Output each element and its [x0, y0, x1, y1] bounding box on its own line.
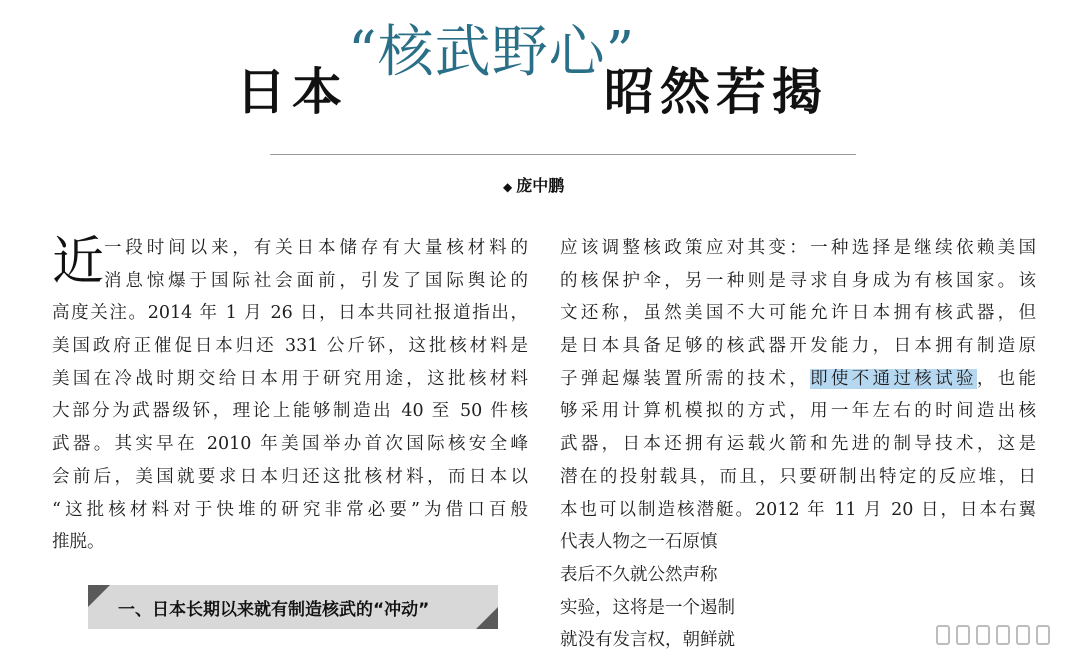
- text-line-highlighted: [560, 363, 1036, 396]
- watermark-bar-icon: [996, 625, 1010, 645]
- text-line: 本也可以制造核潜艇。2012 年 11 月 20 日，日本右翼: [560, 499, 1036, 520]
- text-line: 美国政府正催促日本归还 331 公斤钚，这批核材料是: [52, 336, 528, 357]
- watermark-bar-icon: [936, 625, 950, 645]
- section-heading: 一、日本长期以来就有制造核武的“冲动”: [118, 600, 430, 620]
- text-line: 消息惊爆于国际社会面前，引发了国际舆论的: [104, 270, 528, 291]
- section-corner-right: [476, 607, 498, 629]
- title-part-1: 日本: [236, 63, 348, 121]
- text-line: 应该调整核政策应对其变：一种选择是继续依赖美国: [560, 238, 1036, 258]
- text-line: 高度关注。2014 年 1 月 26 日，日本共同社报道指出，: [52, 303, 528, 324]
- watermark-bar-icon: [976, 625, 990, 645]
- text-line: “这批核材料对于快堆的研究非常必要”为借口百般: [52, 499, 528, 520]
- watermark-bar-icon: [956, 625, 970, 645]
- title-part-2: “核武野心”: [348, 20, 636, 85]
- section-heading-box: [88, 585, 498, 629]
- text-line-truncated: 实验，这将是一个遏制: [560, 597, 735, 618]
- section-corner-left: [88, 585, 110, 607]
- text-segment: 子弹起爆装置所需的技术，: [560, 368, 811, 389]
- selected-text[interactable]: 即使不通过核试验: [810, 368, 977, 389]
- left-column: [52, 232, 528, 559]
- text-line-truncated: 表后不久就公然声称: [560, 564, 718, 585]
- dropcap: 近: [52, 232, 105, 292]
- author-name: 庞中鹏: [516, 176, 565, 195]
- text-line: 会前后，美国就要求日本归还这批核材料，而日本以: [52, 466, 528, 487]
- text-line: 一段时间以来，有关日本储存有大量核材料的: [104, 238, 528, 258]
- text-line-truncated: 就没有发言权，朝鲜就: [560, 630, 735, 651]
- app-watermark-icon: [914, 622, 1050, 648]
- title-part-3: 昭然若揭: [604, 63, 828, 121]
- text-line: 够采用计算机模拟的方式，用一年左右的时间造出核: [560, 401, 1036, 422]
- author-line: [503, 173, 564, 196]
- text-line: 是日本具备足够的核武器开发能力，日本拥有制造原: [560, 336, 1036, 357]
- watermark-bar-icon: [1036, 625, 1050, 645]
- text-line: 推脱。: [52, 532, 105, 553]
- text-line: 的核保护伞，另一种则是寻求自身成为有核国家。该: [560, 270, 1036, 291]
- text-line: 武器，日本还拥有运载火箭和先进的制导技术，这是: [560, 434, 1036, 455]
- text-line-truncated: 代表人物之一石原慎: [560, 532, 718, 553]
- watermark-bar-icon: [1016, 625, 1030, 645]
- text-line: 大部分为武器级钚，理论上能够制造出 40 至 50 件核: [52, 401, 528, 422]
- text-line: 文还称，虽然美国不大可能允许日本拥有核武器，但: [560, 303, 1036, 324]
- title-rule: [270, 154, 856, 155]
- text-segment: ，也能: [976, 368, 1037, 389]
- text-line: 武器。其实早在 2010 年美国举办首次国际核安全峰: [52, 434, 528, 455]
- text-line: 潜在的投射载具，而且，只要研制出特定的反应堆，日: [560, 466, 1036, 487]
- text-line: 美国在冷战时期交给日本用于研究用途，这批核材料: [52, 368, 528, 389]
- diamond-icon: ◆: [503, 180, 513, 194]
